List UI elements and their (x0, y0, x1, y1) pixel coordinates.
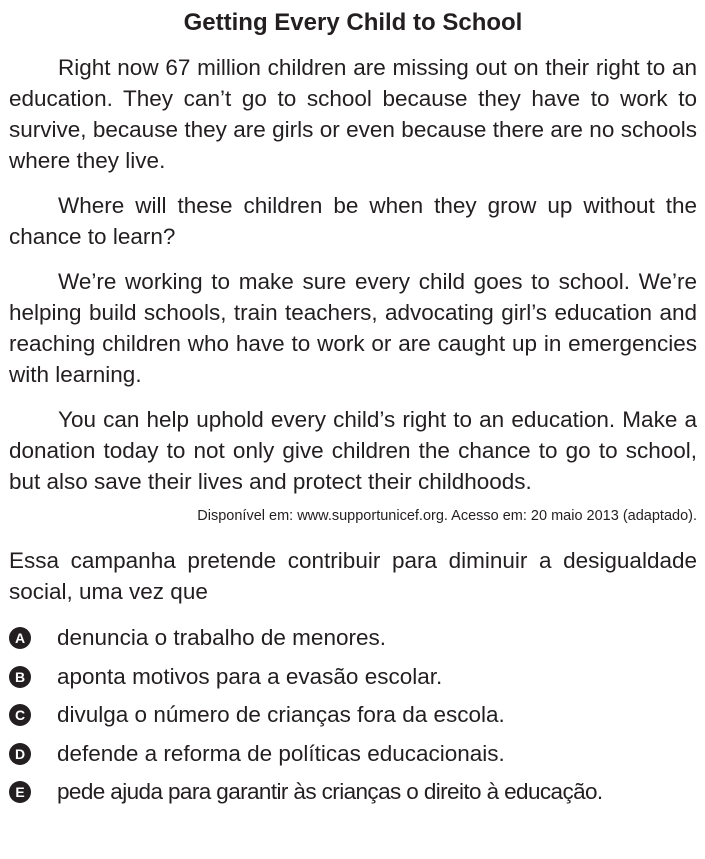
option-b-text: aponta motivos para a evasão escolar. (57, 663, 443, 689)
paragraph-2: Where will these children be when they grow up without the chance to learn? (9, 193, 697, 249)
answer-options (9, 619, 697, 812)
paragraph-4: You can help uphold every child’s right to an education. Make a donation today to not only give children the chance to go to school, but also save their lives and protect their childhoods. (9, 407, 697, 494)
option-letter-c-badge: C (9, 704, 31, 726)
option-letter-a-badge: A (9, 627, 31, 649)
option-a-text: denuncia o trabalho de menores. (57, 625, 386, 651)
option-e-text: pede ajuda para garantir às crianças o direito à educação. (57, 779, 603, 805)
option-d[interactable] (9, 735, 697, 774)
option-a[interactable] (9, 619, 697, 658)
option-c[interactable] (9, 696, 697, 735)
question-stem: Essa campanha pretende contribuir para diminuir a desigualdade social, uma vez que (9, 548, 697, 604)
option-e[interactable] (9, 773, 697, 812)
option-b[interactable] (9, 658, 697, 697)
option-letter-d-badge: D (9, 743, 31, 765)
paragraph-3: We’re working to make sure every child goes to school. We’re helping build schools, train teachers, advocating girl’s education and reaching children who have to work or are caught up in emergencies with learning. (9, 269, 697, 387)
source-citation: Disponível em: www.supportunicef.org. Acesso em: 20 maio 2013 (adaptado). (197, 508, 697, 524)
page-title: Getting Every Child to School (183, 9, 523, 36)
option-letter-b-badge: B (9, 666, 31, 688)
option-letter-e-badge: E (9, 781, 31, 803)
option-d-text: defende a reforma de políticas educacionais. (57, 740, 505, 766)
option-c-text: divulga o número de crianças fora da escola. (57, 702, 505, 728)
paragraph-1: Right now 67 million children are missing out on their right to an education. They can’t go to school because they have to work to survive, because they are girls or even because there are no schools where they live. (9, 55, 697, 173)
